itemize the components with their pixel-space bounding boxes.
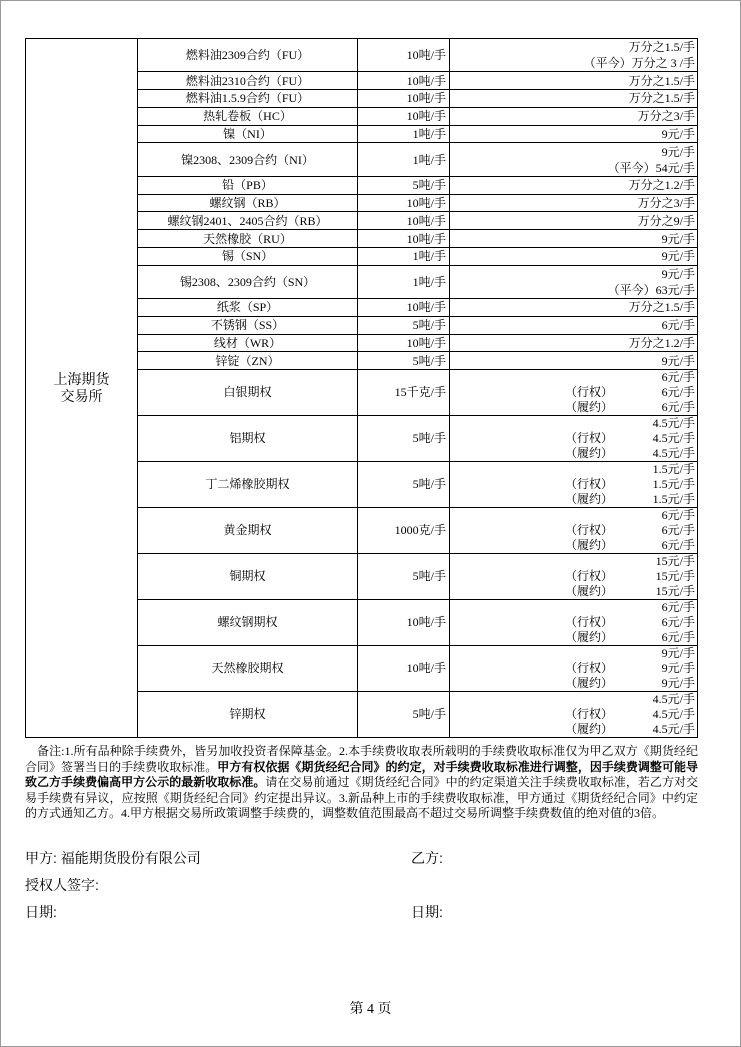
fee-cell: [450, 370, 697, 415]
fee-line: [450, 55, 697, 71]
fee-rows: [138, 39, 697, 737]
fee-row: [138, 508, 697, 554]
fee-line: [450, 462, 697, 477]
contract-unit: 5吨/手: [358, 416, 450, 461]
fee-cell: [450, 39, 697, 71]
product-name: 不锈钢（SS）: [138, 317, 358, 334]
product-name: 螺纹钢（RB）: [138, 195, 358, 212]
fee-row: [138, 646, 697, 692]
fee-line: [450, 213, 697, 229]
fee-line: [450, 446, 697, 461]
fee-line: [450, 335, 697, 351]
contract-unit: 5吨/手: [358, 554, 450, 599]
fee-value: 15元/手: [655, 554, 695, 569]
fee-cell: [450, 416, 697, 461]
fee-cell: [450, 195, 697, 212]
fee-cell: [450, 72, 697, 89]
fee-value: 9元/手: [661, 661, 695, 676]
fee-line: [450, 661, 697, 676]
fee-row: [138, 143, 697, 176]
contract-unit: 5吨/手: [358, 177, 450, 194]
fee-cell: [450, 462, 697, 507]
fee-value: 万分之3/手: [637, 109, 695, 124]
fee-value: 6元/手: [661, 385, 695, 400]
remarks-text-continued: 请在交易前通过《期货经纪合同》中的约定渠道关注手续费收取标准，若乙方对交易手续费有异议，应按照《期货经纪合同》约定提出异议。3.新品种上市的手续费收取标准，甲方通过《期货经纪合同》中约定的方式通知乙方。4.甲方根据交易所政策调整手续费的，调整数值范围最高不超过交易所调整手续费数值的绝对值的3倍。: [25, 775, 698, 820]
fee-value: 万分之1.5/手: [628, 73, 695, 88]
fee-line: [450, 353, 697, 369]
product-name: 丁二烯橡胶期权: [138, 462, 358, 507]
contract-unit: 1吨/手: [358, 143, 450, 175]
fee-row: [138, 39, 697, 72]
fee-row: [138, 230, 697, 248]
fee-cell: [450, 554, 697, 599]
fee-value: 4.5元/手: [652, 431, 695, 446]
fee-value: 1.5元/手: [652, 477, 695, 492]
fee-value: 万分之1.2/手: [628, 336, 695, 351]
contract-unit: 5吨/手: [358, 317, 450, 334]
fee-value: 4.5元/手: [652, 446, 695, 461]
product-name: 锡（SN）: [138, 248, 358, 265]
exchange-name-line: 交易所: [60, 388, 103, 405]
fee-value: 1.5元/手: [652, 462, 695, 477]
fee-type-label: （行权）: [565, 661, 614, 676]
fee-line: [450, 492, 697, 507]
fee-row: [138, 554, 697, 600]
fee-type-label: （行权）: [565, 431, 614, 446]
contract-unit: 10吨/手: [358, 646, 450, 691]
fee-value: （平今）万分之 3 /手: [583, 56, 695, 71]
fee-line: [450, 400, 697, 415]
fee-line: [450, 39, 697, 55]
fee-line: [450, 416, 697, 431]
fee-value: 万分之3/手: [637, 195, 695, 210]
fee-line: [450, 569, 697, 584]
fee-cell: [450, 90, 697, 107]
fee-line: [450, 144, 697, 160]
fee-cell: [450, 212, 697, 229]
fee-line: [450, 248, 697, 264]
fee-line: [450, 73, 697, 89]
fee-row: [138, 248, 697, 266]
party-a-date-label: 日期:: [25, 904, 57, 920]
fee-type-label: （履约）: [565, 630, 614, 645]
fee-row: [138, 195, 697, 213]
fee-line: [450, 266, 697, 282]
party-a-name: 福能期货股份有限公司: [60, 850, 201, 866]
fee-value: 6元/手: [661, 370, 695, 385]
contract-unit: 10吨/手: [358, 72, 450, 89]
fee-value: 万分之9/手: [637, 213, 695, 228]
fee-value: 万分之1.5/手: [628, 300, 695, 315]
fee-type-label: （履约）: [565, 584, 614, 599]
fee-type-label: （履约）: [565, 400, 614, 415]
party-b-line: [411, 849, 443, 867]
party-b-date-line: [411, 903, 443, 921]
fee-cell: [450, 692, 697, 737]
fee-row: [138, 335, 697, 353]
fee-row: [138, 108, 697, 126]
fee-value: 4.5元/手: [652, 707, 695, 722]
fee-line: [450, 554, 697, 569]
fee-row: [138, 177, 697, 195]
exchange-name-cell: [26, 39, 138, 737]
product-name: 螺纹钢2401、2405合约（RB）: [138, 212, 358, 229]
fee-line: [450, 195, 697, 211]
fee-type-label: （履约）: [565, 538, 614, 553]
fee-cell: [450, 352, 697, 369]
fee-type-label: （行权）: [565, 569, 614, 584]
fee-line: [450, 584, 697, 599]
fee-line: [450, 370, 697, 385]
exchange-name-line: 上海期货: [53, 371, 110, 388]
product-name: 天然橡胶期权: [138, 646, 358, 691]
fee-row: [138, 266, 697, 299]
fee-line: [450, 160, 697, 176]
fee-cell: [450, 600, 697, 645]
fee-value: 万分之1.5/手: [628, 40, 695, 55]
fee-type-label: （行权）: [565, 615, 614, 630]
fee-value: 9元/手: [661, 231, 695, 246]
product-name: 铅（PB）: [138, 177, 358, 194]
fee-value: （平今）54元/手: [607, 160, 695, 175]
fee-cell: [450, 230, 697, 247]
contract-unit: 10吨/手: [358, 335, 450, 352]
party-b-label: 乙方:: [411, 850, 443, 866]
fee-row: [138, 462, 697, 508]
contract-unit: 10吨/手: [358, 299, 450, 316]
fee-row: [138, 692, 697, 737]
product-name: 黄金期权: [138, 508, 358, 553]
fee-line: [450, 600, 697, 615]
fee-type-label: （行权）: [565, 707, 614, 722]
contract-unit: 10吨/手: [358, 212, 450, 229]
product-name: 锌锭（ZN）: [138, 352, 358, 369]
fee-type-label: （行权）: [565, 523, 614, 538]
fee-type-label: （履约）: [565, 722, 614, 737]
fee-line: [450, 676, 697, 691]
fee-value: 9元/手: [661, 646, 695, 661]
fee-line: [450, 231, 697, 247]
fee-row: [138, 212, 697, 230]
fee-row: [138, 416, 697, 462]
authorized-signature-label: 授权人签字:: [25, 877, 99, 893]
fee-value: 9元/手: [661, 676, 695, 691]
fee-cell: [450, 126, 697, 143]
fee-row: [138, 90, 697, 108]
contract-unit: 10吨/手: [358, 195, 450, 212]
contract-unit: 10吨/手: [358, 108, 450, 125]
fee-value: 9元/手: [661, 249, 695, 264]
fee-table: [25, 38, 698, 738]
fee-line: [450, 90, 697, 106]
fee-line: [450, 299, 697, 315]
fee-value: 6元/手: [661, 615, 695, 630]
product-name: 镍2308、2309合约（NI）: [138, 143, 358, 175]
fee-cell: [450, 108, 697, 125]
product-name: 天然橡胶（RU）: [138, 230, 358, 247]
fee-line: [450, 317, 697, 333]
fee-value: 9元/手: [661, 353, 695, 368]
page-number: 第 4 页: [349, 1002, 392, 1017]
fee-value: 9元/手: [661, 266, 695, 281]
fee-cell: [450, 143, 697, 175]
fee-cell: [450, 299, 697, 316]
fee-type-label: （履约）: [565, 492, 614, 507]
fee-type-label: （履约）: [565, 676, 614, 691]
contract-unit: 1吨/手: [358, 266, 450, 298]
fee-line: [450, 722, 697, 737]
product-name: 螺纹钢期权: [138, 600, 358, 645]
contract-unit: 10吨/手: [358, 600, 450, 645]
product-name: 纸浆（SP）: [138, 299, 358, 316]
contract-unit: 10吨/手: [358, 230, 450, 247]
party-a-label: 甲方:: [25, 850, 57, 866]
fee-value: 9元/手: [661, 127, 695, 142]
fee-value: 6元/手: [661, 600, 695, 615]
fee-line: [450, 615, 697, 630]
fee-line: [450, 646, 697, 661]
contract-unit: 5吨/手: [358, 352, 450, 369]
fee-value: 1.5元/手: [652, 492, 695, 507]
fee-line: [450, 692, 697, 707]
fee-type-label: （履约）: [565, 446, 614, 461]
fee-line: [450, 630, 697, 645]
fee-type-label: （行权）: [565, 477, 614, 492]
remarks-note: [25, 744, 698, 822]
fee-line: [450, 523, 697, 538]
product-name: 镍（NI）: [138, 126, 358, 143]
fee-cell: [450, 646, 697, 691]
fee-value: 15元/手: [655, 569, 695, 584]
fee-value: 6元/手: [661, 318, 695, 333]
product-name: 燃料油1.5.9合约（FU）: [138, 90, 358, 107]
fee-line: [450, 385, 697, 400]
fee-value: 6元/手: [661, 538, 695, 553]
fee-row: [138, 370, 697, 416]
fee-value: 4.5元/手: [652, 692, 695, 707]
fee-line: [450, 108, 697, 124]
fee-row: [138, 72, 697, 90]
party-a-line: [25, 849, 201, 867]
contract-unit: 1吨/手: [358, 126, 450, 143]
product-name: 铝期权: [138, 416, 358, 461]
product-name: 白银期权: [138, 370, 358, 415]
fee-line: [450, 282, 697, 298]
fee-line: [450, 477, 697, 492]
fee-cell: [450, 177, 697, 194]
fee-row: [138, 317, 697, 335]
fee-row: [138, 299, 697, 317]
contract-unit: 1吨/手: [358, 248, 450, 265]
fee-value: （平今）63元/手: [607, 282, 695, 297]
fee-value: 6元/手: [661, 508, 695, 523]
fee-line: [450, 431, 697, 446]
contract-unit: 1000克/手: [358, 508, 450, 553]
fee-value: 万分之1.2/手: [628, 178, 695, 193]
fee-type-label: （行权）: [565, 385, 614, 400]
remarks-bold-text: 甲方有权依据《期货经纪合同》的约定，对手续费收取标准进行调整，因手续费调整可能导致乙方手续费偏高甲方公示的最新收取标准。: [25, 759, 698, 789]
fee-value: 6元/手: [661, 523, 695, 538]
fee-line: [450, 538, 697, 553]
fee-value: 6元/手: [661, 630, 695, 645]
contract-unit: 10吨/手: [358, 90, 450, 107]
fee-value: 9元/手: [661, 144, 695, 159]
product-name: 锌期权: [138, 692, 358, 737]
fee-cell: [450, 508, 697, 553]
fee-row: [138, 600, 697, 646]
fee-value: 万分之1.5/手: [628, 91, 695, 106]
product-name: 线材（WR）: [138, 335, 358, 352]
remarks-text: 备注:1.所有品种除手续费外，皆另加收投资者保障基金。2.本手续费收取表所载明的手续费收取标准仅为甲乙双方《期货经纪合同》签署当日的手续费收取标准。: [25, 744, 698, 774]
fee-cell: [450, 248, 697, 265]
authorized-signature-line: [25, 876, 99, 894]
fee-line: [450, 126, 697, 142]
contract-unit: 10吨/手: [358, 39, 450, 71]
fee-value: 6元/手: [661, 400, 695, 415]
fee-value: 4.5元/手: [652, 722, 695, 737]
party-a-date-line: [25, 903, 57, 921]
fee-row: [138, 126, 697, 144]
fee-cell: [450, 335, 697, 352]
contract-unit: 15千克/手: [358, 370, 450, 415]
fee-cell: [450, 317, 697, 334]
product-name: 锡2308、2309合约（SN）: [138, 266, 358, 298]
fee-value: 15元/手: [655, 584, 695, 599]
fee-value: 4.5元/手: [652, 416, 695, 431]
fee-cell: [450, 266, 697, 298]
product-name: 燃料油2309合约（FU）: [138, 39, 358, 71]
fee-line: [450, 508, 697, 523]
fee-line: [450, 707, 697, 722]
fee-line: [450, 177, 697, 193]
contract-unit: 5吨/手: [358, 462, 450, 507]
fee-row: [138, 352, 697, 370]
product-name: 铜期权: [138, 554, 358, 599]
product-name: 热轧卷板（HC）: [138, 108, 358, 125]
party-b-date-label: 日期:: [411, 904, 443, 920]
contract-unit: 5吨/手: [358, 692, 450, 737]
product-name: 燃料油2310合约（FU）: [138, 72, 358, 89]
